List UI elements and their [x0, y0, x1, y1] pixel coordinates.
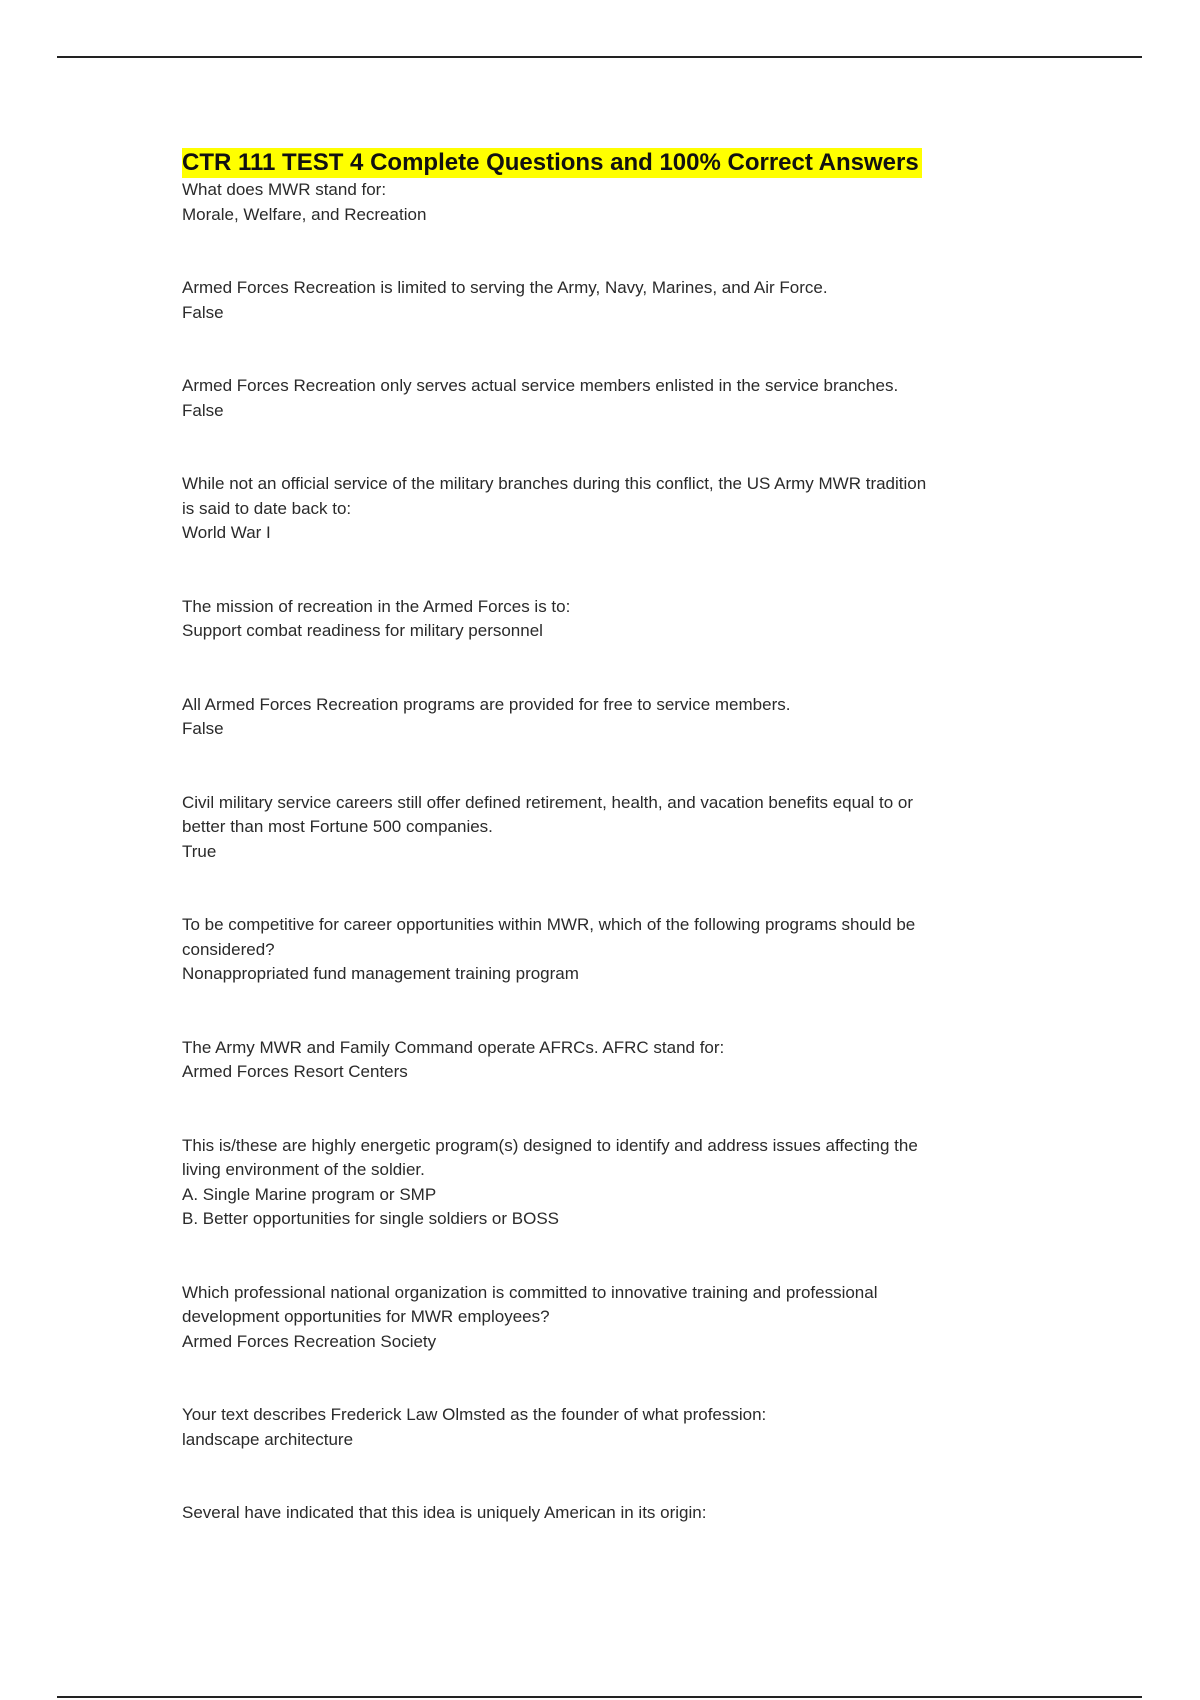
qa-item: [182, 276, 1012, 325]
question-line: Armed Forces Recreation only serves actual service members enlisted in the service branches.: [182, 376, 899, 395]
item-spacer: [182, 423, 1012, 472]
question-line: Several have indicated that this idea is uniquely American in its origin:: [182, 1503, 707, 1522]
qa-item: [182, 374, 1012, 423]
answer-line: Armed Forces Resort Centers: [182, 1062, 408, 1081]
qa-item: [182, 472, 1012, 546]
answer-line: A. Single Marine program or SMP: [182, 1184, 437, 1204]
question-line: better than most Fortune 500 companies.: [182, 817, 493, 836]
answer-line: True: [182, 841, 217, 861]
qa-item: [182, 1036, 1012, 1085]
question-line: Which professional national organization is committed to innovative training and professional: [182, 1282, 878, 1302]
bottom-rule: [57, 1696, 1142, 1698]
item-spacer: [182, 987, 1012, 1036]
question-line: Your text describes Frederick Law Olmsted as the founder of what profession:: [182, 1405, 767, 1424]
answer-line: B. Better opportunities for single soldiers or BOSS: [182, 1209, 560, 1228]
question-line: is said to date back to:: [182, 498, 352, 518]
answer-line: Armed Forces Recreation Society: [182, 1331, 437, 1351]
qa-item: [182, 595, 1012, 644]
question-line: The mission of recreation in the Armed Forces is to:: [182, 596, 571, 616]
item-spacer: [182, 1085, 1012, 1134]
answer-line: landscape architecture: [182, 1429, 354, 1449]
question-line: considered?: [182, 939, 275, 959]
question-line: To be competitive for career opportunities within MWR, which of the following programs should be: [182, 915, 916, 934]
question-line: The Army MWR and Family Command operate AFRCs. AFRC stand for:: [182, 1037, 725, 1057]
qa-item: [182, 791, 1012, 865]
question-line: What does MWR stand for:: [182, 180, 387, 199]
item-spacer: [182, 1232, 1012, 1281]
item-spacer: [182, 227, 1012, 276]
item-spacer: [182, 325, 1012, 374]
question-line: Civil military service careers still offer defined retirement, health, and vacation benefits equal to or: [182, 792, 914, 812]
qa-item: [182, 178, 1012, 227]
answer-line: Nonappropriated fund management training program: [182, 964, 579, 983]
answer-line: False: [182, 719, 224, 738]
item-spacer: [182, 742, 1012, 791]
question-line: While not an official service of the military branches during this conflict, the US Army MWR tradition: [182, 474, 927, 493]
qa-item: [182, 1134, 1012, 1232]
document-title: CTR 111 TEST 4 Complete Questions and 100% Correct Answers: [182, 148, 922, 178]
qa-item: [182, 1281, 1012, 1355]
answer-line: False: [182, 400, 224, 420]
question-line: All Armed Forces Recreation programs are provided for free to service members.: [182, 694, 791, 714]
qa-item: [182, 1403, 1012, 1452]
answer-line: World War I: [182, 523, 271, 542]
qa-list: [182, 178, 1012, 1526]
question-line: This is/these are highly energetic program(s) designed to identify and address issues affecting the: [182, 1135, 918, 1155]
question-line: living environment of the soldier.: [182, 1160, 425, 1179]
question-line: Armed Forces Recreation is limited to serving the Army, Navy, Marines, and Air Force.: [182, 278, 828, 297]
answer-line: Morale, Welfare, and Recreation: [182, 204, 427, 224]
answer-line: False: [182, 302, 224, 322]
item-spacer: [182, 864, 1012, 913]
answer-line: Support combat readiness for military personnel: [182, 621, 543, 640]
item-spacer: [182, 1452, 1012, 1501]
qa-item: [182, 693, 1012, 742]
qa-item: [182, 1501, 1012, 1526]
top-rule: [57, 56, 1142, 58]
document-body: [182, 148, 1012, 1526]
question-line: development opportunities for MWR employees?: [182, 1307, 550, 1326]
item-spacer: [182, 546, 1012, 595]
qa-item: [182, 913, 1012, 987]
item-spacer: [182, 644, 1012, 693]
item-spacer: [182, 1354, 1012, 1403]
